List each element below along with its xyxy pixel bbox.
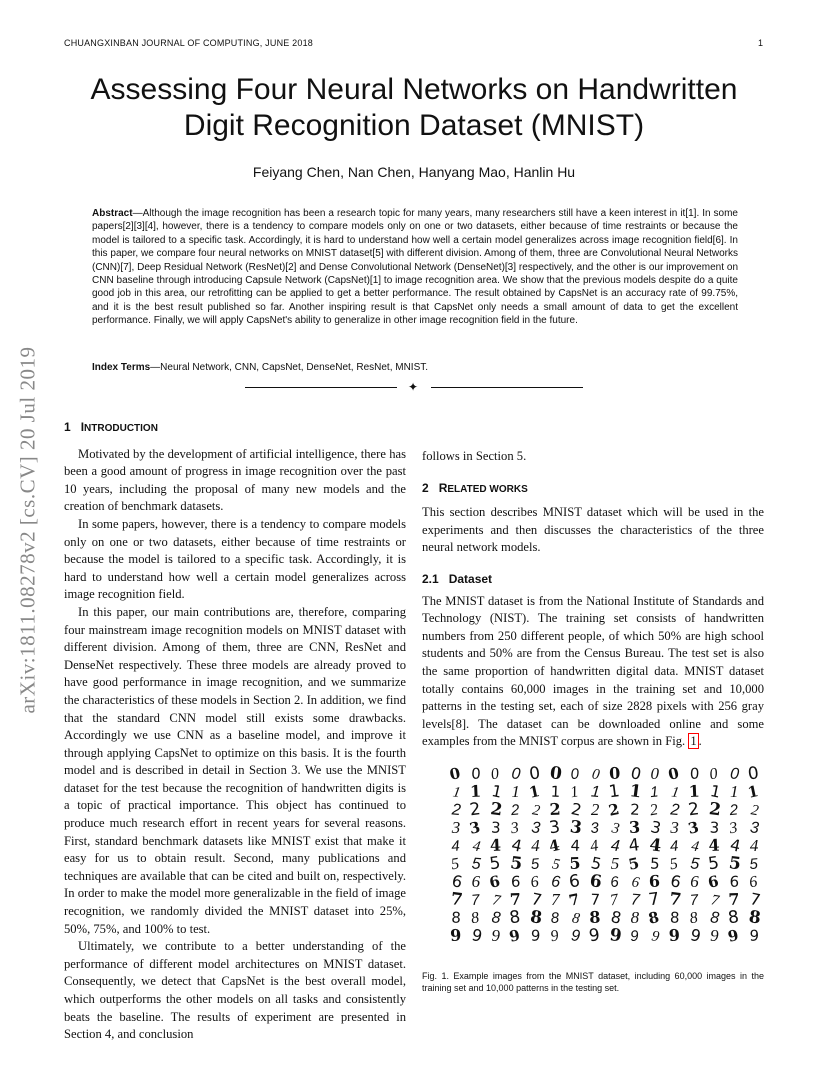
mnist-digit-7: 7	[748, 889, 763, 910]
mnist-digit-2: 2	[728, 801, 739, 820]
mnist-digit-0: 0	[729, 765, 740, 784]
mnist-digit-0: 0	[590, 766, 601, 784]
diamond-icon: ✦	[408, 380, 419, 394]
mnist-digit-1: 1	[688, 781, 701, 801]
mnist-digit-4: 4	[509, 835, 524, 856]
separator-line-right	[431, 387, 583, 388]
mnist-digit-8: 8	[550, 909, 560, 928]
mnist-digit-8: 8	[451, 908, 462, 927]
mnist-digit-9: 9	[650, 928, 661, 944]
mnist-digit-4: 4	[648, 835, 663, 857]
mnist-digit-0: 0	[628, 764, 643, 784]
subsection-heading-dataset	[422, 571, 764, 589]
mnist-digit-1: 1	[708, 781, 723, 802]
mnist-digit-4: 4	[588, 837, 600, 856]
mnist-digit-4: 4	[547, 835, 562, 856]
mnist-digit-4: 4	[749, 835, 759, 855]
mnist-digit-7: 7	[491, 892, 502, 910]
mnist-digit-2: 2	[629, 800, 641, 819]
mnist-digit-5: 5	[626, 853, 641, 874]
section-number: 2	[422, 480, 429, 495]
mnist-digit-9: 9	[449, 925, 462, 944]
mnist-digit-4: 4	[450, 837, 461, 856]
mnist-digit-9: 9	[726, 925, 741, 944]
mnist-digit-3: 3	[509, 819, 521, 838]
title-line-2: Digit Recognition Dataset (MNIST)	[183, 109, 645, 142]
mnist-digit-2: 2	[531, 802, 542, 820]
mnist-digit-5: 5	[589, 853, 604, 874]
mnist-digit-1: 1	[628, 781, 643, 803]
mnist-digit-5: 5	[610, 853, 620, 873]
paper-title	[40, 72, 788, 144]
mnist-digit-8: 8	[726, 907, 741, 929]
mnist-digit-7: 7	[529, 889, 544, 910]
mnist-digit-1: 1	[550, 782, 561, 801]
mnist-digit-4: 4	[728, 835, 743, 856]
mnist-digit-5: 5	[727, 853, 742, 875]
mnist-digit-5: 5	[668, 855, 680, 874]
mnist-digit-7: 7	[567, 889, 582, 910]
abstract-label: Abstract	[92, 208, 133, 219]
mnist-digit-5: 5	[509, 853, 524, 875]
mnist-digit-7: 7	[551, 889, 560, 909]
mnist-digit-9: 9	[491, 925, 500, 944]
mnist-digit-0: 0	[746, 764, 761, 785]
mnist-digit-2: 2	[648, 801, 660, 820]
figure-caption: Fig. 1. Example images from the MNIST dataset, including 60,000 images in the training set and 10,000 patterns in the testing set.	[422, 971, 764, 993]
section-title-rest: NTRODUCTION	[84, 423, 158, 434]
mnist-digit-3: 3	[548, 817, 562, 839]
mnist-digit-1: 1	[489, 781, 504, 802]
mnist-digit-1: 1	[527, 781, 542, 802]
mnist-digit-8: 8	[646, 907, 661, 928]
mnist-digit-2: 2	[669, 801, 681, 820]
mnist-digit-3: 3	[568, 817, 583, 839]
subsection-number: 2.1	[422, 571, 439, 586]
abstract-text: —Although the image recognition has been a research topic for many years, many researchers still have a keen interest in it[1]. In some papers[2][3][4], however, there is a tendency to compare models only on one or two datasets, either because of time restraints or because the model is tailored to a specific task. Accordingly, it is hard to understand how well a certain model generalizes across image recognition field[6]. In this paper, we compare four neural networks on MNIST dataset[5] with different division. Among of them, three are Convolutional Neural Networks (CNN)[7], Deep Residual Network (ResNet)[2] and Dense Convolutional Network (DenseNet)[3] respectively, and the other is our improvement on CNN baseline through introducing Capsule Network (CapsNet)[1] to image recognition area. We show that the previous models despite do a quite good job in this area, our retrofitting can be applied to get a better performance. The result obtained by CapsNet is an accuracy rate of 99.75%, and it is the best result published so far. Another inspiring result is that CapsNet only needs a small amount of data to get the excellent performance. Finally, we will apply CapsNet's ability to generalize in other image recognition field in the future.	[92, 208, 738, 327]
mnist-digit-0: 0	[650, 764, 659, 783]
mnist-digit-3: 3	[610, 820, 621, 838]
mnist-digit-9: 9	[570, 927, 581, 944]
mnist-digit-3: 3	[709, 818, 720, 837]
mnist-digit-3: 3	[648, 817, 663, 838]
mnist-digit-9: 9	[469, 925, 484, 944]
mnist-digit-9: 9	[688, 925, 703, 944]
mnist-digit-1: 1	[670, 784, 681, 802]
mnist-digit-1: 1	[746, 781, 760, 802]
mnist-digit-0: 0	[510, 765, 522, 784]
mnist-digit-8: 8	[588, 907, 601, 927]
mnist-digit-6: 6	[510, 872, 521, 891]
mnist-digit-3: 3	[530, 819, 541, 838]
figure-1-link[interactable]: 1	[690, 734, 697, 749]
mnist-digit-5: 5	[649, 854, 661, 873]
mnist-digit-4: 4	[708, 835, 721, 855]
title-line-1: Assessing Four Neural Networks on Handwritten	[90, 73, 738, 106]
mnist-digit-1: 1	[511, 781, 520, 801]
mnist-digit-2: 2	[687, 799, 701, 821]
intro-paragraph-4: Ultimately, we contribute to a better understanding of the performance of different model architectures on MNIST dataset. Consequently, we detect that CapsNet is the best overall model, which outperforms the other models on all tasks and consistently beats the baseline. The results of experiment are presented in Section 4, and conclusion	[64, 939, 406, 1042]
mnist-digit-0: 0	[489, 765, 501, 784]
mnist-digit-8: 8	[669, 908, 680, 927]
section-heading-introduction	[64, 419, 406, 438]
mnist-digit-2: 2	[606, 799, 621, 820]
running-header: CHUANGXINBAN JOURNAL OF COMPUTING, JUNE 2018	[64, 38, 314, 48]
mnist-digit-3: 3	[628, 817, 641, 837]
mnist-digit-9: 9	[549, 927, 560, 944]
mnist-digit-8: 8	[490, 909, 502, 928]
mnist-digit-0: 0	[447, 764, 462, 784]
mnist-digit-4: 4	[690, 838, 701, 856]
index-terms-label: Index Terms	[92, 362, 151, 373]
mnist-digit-7: 7	[668, 889, 683, 911]
mnist-digit-4: 4	[471, 838, 482, 856]
mnist-digit-9: 9	[668, 925, 681, 944]
mnist-digit-7: 7	[449, 889, 464, 911]
subsection-title: Dataset	[448, 571, 493, 586]
mnist-digit-6: 6	[471, 871, 481, 891]
mnist-digit-3: 3	[490, 818, 502, 837]
mnist-digit-7: 7	[470, 891, 481, 910]
mnist-digit-0: 0	[569, 765, 580, 784]
mnist-digit-1: 1	[451, 784, 462, 802]
mnist-digit-2: 2	[590, 799, 600, 819]
mnist-digit-7: 7	[608, 891, 620, 910]
mnist-digit-7: 7	[647, 889, 661, 911]
section-title-rest: ELATED WORKS	[447, 483, 528, 495]
mnist-digit-6: 6	[487, 871, 502, 892]
mnist-digit-2: 2	[489, 799, 504, 821]
mnist-digit-9: 9	[710, 925, 719, 944]
index-terms-text: —Neural Network, CNN, CapsNet, DenseNet, ResNet, MNIST.	[150, 362, 429, 373]
mnist-digit-6: 6	[747, 873, 759, 892]
mnist-digit-4: 4	[610, 837, 621, 856]
mnist-digit-1: 1	[469, 781, 482, 801]
abstract	[92, 207, 738, 328]
mnist-digit-5: 5	[748, 855, 759, 874]
mnist-digit-7: 7	[727, 889, 740, 909]
mnist-digit-0: 0	[689, 764, 700, 783]
mnist-digit-8: 8	[570, 910, 581, 928]
mnist-digit-4: 4	[570, 836, 581, 855]
section-title-initial: I	[80, 420, 85, 434]
mnist-digit-3: 3	[451, 817, 461, 837]
mnist-digit-6: 6	[706, 871, 721, 892]
mnist-digit-3: 3	[728, 819, 739, 838]
mnist-digit-7: 7	[509, 889, 522, 909]
related-works-paragraph: This section describes MNIST dataset which will be used in the experiments and then discusses the characteristics of the three neural network models.	[422, 505, 764, 555]
arxiv-stamp-text: arXiv:1811.08278v2 [cs.CV] 20 Jul 2019	[15, 346, 40, 714]
mnist-digit-3: 3	[749, 819, 760, 838]
arxiv-stamp	[2, 300, 54, 760]
mnist-digit-8: 8	[609, 907, 624, 928]
mnist-digit-5: 5	[471, 855, 482, 874]
mnist-digit-6: 6	[690, 871, 699, 891]
intro-paragraph-2: In some papers, however, there is a tendency to compare models only on one or two datasets, either because of time restraints or because the model is tailored to a specific task. Accordingly, it is hard to understand how well a certain model generalizes across image recognition field.	[64, 516, 406, 602]
mnist-digit-9: 9	[587, 925, 602, 944]
mnist-digit-1: 1	[607, 781, 621, 803]
left-column	[64, 419, 406, 1044]
mnist-examples-figure	[446, 764, 764, 944]
mnist-digit-6: 6	[450, 871, 465, 892]
mnist-digit-2: 2	[468, 799, 482, 821]
dataset-text-end: .	[698, 734, 702, 749]
intro-paragraph-3: In this paper, our main contributions are, therefore, comparing four mainstream image recognition models on MNIST dataset with different division. Among of them, three are CNN, ResNet and DenseNet respectively. These three models are already proved to have good performance in image recognition, and we summarize the characteristics of these models in Section 2. In addition, we find that the standard CNN model still exists some drawbacks. Accordingly we use CNN as a baseline model, and improve it through applying CapsNet to optimize on this basis. It is the fourth model and is described in detail in Section 3. We use the MNIST dataset for the test because the recognition of handwritten digits is a topic of practical importance. This object has continued to produce much research effort in recent years for several reasons. First, standard benchmark datasets like MNIST exist that make it easy for us to obtain result. Second, many publications and techniques are available that can be cited and built on, respectively. In order to make the model more generalizable in the field of image recognition, we randomly divided the MNIST dataset into 25%, 50%, 75%, and 100% to test.	[64, 604, 406, 936]
mnist-digit-3: 3	[467, 817, 482, 838]
mnist-digit-2: 2	[569, 799, 584, 820]
mnist-digit-7: 7	[590, 890, 601, 909]
mnist-digit-3: 3	[670, 817, 679, 837]
mnist-digit-6: 6	[609, 873, 620, 892]
mnist-digit-6: 6	[648, 871, 661, 891]
section-heading-related-works	[422, 480, 764, 499]
mnist-digit-8: 8	[469, 909, 481, 928]
mnist-digit-6: 6	[729, 872, 740, 891]
mnist-digit-8: 8	[630, 907, 640, 927]
mnist-digit-7: 7	[709, 892, 721, 910]
mnist-digit-0: 0	[528, 764, 542, 785]
mnist-digit-1: 1	[649, 783, 660, 802]
mnist-digit-4: 4	[489, 835, 502, 855]
mnist-digit-3: 3	[589, 819, 600, 838]
mnist-digit-grid	[446, 764, 764, 944]
mnist-digit-6: 6	[588, 871, 603, 893]
dataset-paragraph	[422, 593, 764, 751]
mnist-digit-5: 5	[530, 855, 540, 874]
mnist-digit-9: 9	[608, 925, 623, 944]
mnist-digit-5: 5	[550, 856, 562, 874]
mnist-digit-6: 6	[550, 873, 561, 892]
mnist-digit-5: 5	[488, 853, 502, 875]
mnist-digit-1: 1	[569, 783, 580, 802]
mnist-digit-5: 5	[707, 853, 721, 875]
mnist-digit-6: 6	[630, 874, 641, 892]
mnist-digit-0: 0	[608, 764, 621, 783]
mnist-digit-0: 0	[666, 764, 681, 784]
intro-paragraph-1: Motivated by the development of artificial intelligence, there has been a good amount of progress in image recognition over the past 10 years, including the proposal of many new models and the creation of benchmark datasets.	[64, 446, 406, 514]
index-terms	[92, 361, 738, 374]
separator-line-left	[245, 387, 397, 388]
page-number: 1	[758, 38, 764, 48]
author-list: Feiyang Chen, Nan Chen, Hanyang Mao, Hanlin Hu	[252, 164, 576, 180]
mnist-digit-9: 9	[507, 925, 522, 944]
mnist-digit-0: 0	[708, 765, 719, 784]
mnist-digit-2: 2	[451, 801, 462, 820]
mnist-digit-7: 7	[689, 891, 699, 910]
mnist-digit-6: 6	[668, 871, 683, 892]
mnist-digit-8: 8	[709, 909, 720, 928]
mnist-digit-1: 1	[590, 783, 601, 802]
dataset-text: The MNIST dataset is from the National Institute of Standards and Technology (NIST). The training set consists of handwritten numbers from 250 different people, of which 50% are high school students and 50% are from the Census Bureau. The test set is also the same proportion of handwritten digital data. MNIST dataset totally contains 60,000 images in the training set and 10,000 patterns in the testing set, each of size 2828 pixels with 256 gray levels[8]. The dataset can be downloaded online and some examples from the MNIST corpus are shown in Fig.	[422, 593, 764, 749]
mnist-digit-1: 1	[729, 781, 739, 801]
mnist-digit-5: 5	[449, 855, 461, 874]
mnist-digit-5: 5	[689, 855, 700, 874]
mnist-digit-7: 7	[630, 891, 641, 910]
mnist-digit-6: 6	[529, 873, 541, 892]
intro-continuation: follows in Section 5.	[422, 449, 527, 463]
mnist-digit-3: 3	[686, 817, 701, 838]
right-column	[422, 448, 764, 751]
mnist-digit-4: 4	[627, 835, 641, 857]
mnist-digit-8: 8	[688, 909, 700, 928]
mnist-digit-9: 9	[629, 927, 640, 944]
mnist-digit-6: 6	[567, 871, 582, 893]
abstract-separator	[245, 380, 585, 394]
mnist-digit-4: 4	[531, 835, 540, 855]
mnist-digit-2: 2	[749, 802, 760, 820]
section-title-initial: R	[438, 480, 448, 495]
mnist-digit-9: 9	[530, 926, 541, 944]
mnist-digit-0: 0	[470, 764, 482, 783]
mnist-digit-9: 9	[749, 926, 760, 944]
mnist-digit-8: 8	[508, 907, 522, 929]
mnist-digit-8: 8	[747, 907, 762, 929]
mnist-digit-2: 2	[707, 799, 723, 821]
mnist-digit-0: 0	[548, 764, 564, 785]
mnist-digit-2: 2	[510, 801, 521, 820]
section-number: 1	[64, 420, 71, 434]
mnist-digit-8: 8	[528, 907, 544, 929]
mnist-digit-4: 4	[669, 837, 680, 856]
mnist-digit-5: 5	[568, 853, 581, 873]
mnist-digit-2: 2	[549, 799, 562, 819]
